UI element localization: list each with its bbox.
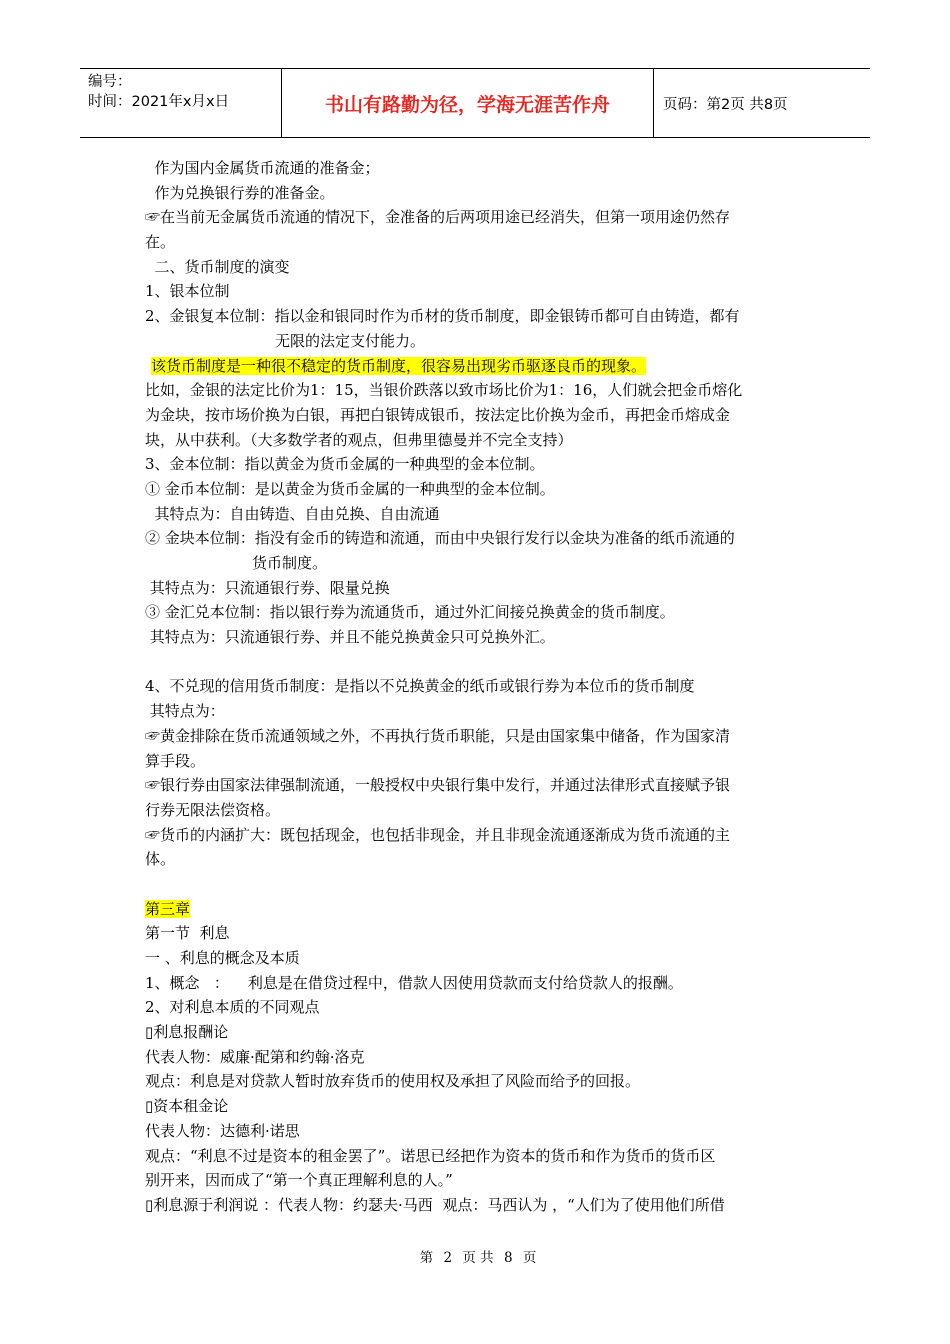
line-text: 1、银本位制 — [145, 282, 230, 301]
line-text: ☞货币的内涵扩大：既包括现金，也包括非现金，并且非现金流通逐渐成为货币流通的主 — [145, 825, 731, 844]
text-line — [145, 354, 810, 379]
line-text: 代表人物：威廉·配第和约翰·洛克 — [145, 1047, 365, 1066]
text-line — [145, 526, 810, 551]
line-text: 观点：利息是对贷款人暂时放弃货币的使用权及承担了风险而给予的回报。 — [145, 1072, 641, 1091]
line-text: 二、货币制度的演变 — [145, 257, 290, 276]
line-text: 代表人物：达德利·诺思 — [145, 1121, 300, 1140]
text-line — [145, 1144, 810, 1169]
text-line — [145, 921, 810, 946]
text-line — [145, 1168, 810, 1193]
text-line — [145, 329, 810, 354]
text-line — [145, 897, 810, 922]
header-date-label: 时间：2021年x月x日 — [88, 94, 230, 110]
line-text: 无限的法定支付能力。 — [275, 331, 426, 350]
text-line — [145, 823, 810, 848]
text-line — [145, 674, 810, 699]
line-text: 行券无限法偿资格。 — [145, 800, 281, 819]
line-text: 2、金银复本位制：指以金和银同时作为币材的货币制度，即金银铸币都可自由铸造，都有 — [145, 307, 740, 326]
footer-pre: 第 — [419, 1250, 434, 1266]
line-text: ☞在当前无金属货币流通的情况下，金准备的后两项用途已经消失，但第一项用途仍然存 — [145, 208, 731, 227]
text-line — [145, 1045, 810, 1070]
text-line — [145, 1119, 810, 1144]
line-text: ☞银行券由国家法律强制流通，一般授权中央银行集中发行，并通过法律形式直接赋予银 — [145, 776, 731, 795]
text-line — [145, 946, 810, 971]
text-line — [145, 477, 810, 502]
text-line — [145, 1193, 810, 1218]
page-header — [80, 68, 870, 138]
line-text: 其特点为：只流通银行券、限量兑换 — [145, 578, 390, 597]
text-line — [145, 625, 810, 650]
text-line — [145, 600, 810, 625]
line-text: 观点：“利息不过是资本的租金罢了”。诺思已经把作为资本的货币和作为货币的货币区 — [145, 1146, 716, 1165]
page-footer — [0, 1246, 950, 1266]
text-line — [145, 304, 810, 329]
line-text: 其特点为： — [145, 702, 225, 721]
line-text: 3、金本位制：指以黄金为货币金属的一种典型的金本位制。 — [145, 455, 545, 474]
text-line — [145, 551, 810, 576]
line-text: 作为国内金属货币流通的准备金； — [145, 159, 380, 177]
line-text: 4、不兑现的信用货币制度：是指以不兑换黄金的纸币或银行券为本位币的货币制度 — [145, 677, 695, 696]
line-text: 算手段。 — [145, 751, 206, 770]
text-line — [145, 1069, 810, 1094]
highlighted-text: 该货币制度是一种很不稳定的货币制度，很容易出现劣币驱逐良币的现象。 — [151, 356, 647, 375]
text-line — [145, 971, 810, 996]
line-text: 2、对利息本质的不同观点 — [145, 998, 320, 1017]
line-text: ▯资本租金论 — [145, 1097, 229, 1116]
footer-page-number: 2 — [443, 1250, 453, 1266]
footer-mid: 页 共 — [462, 1250, 494, 1266]
line-text: 其特点为：只流通银行券、并且不能兑换黄金只可兑换外汇。 — [145, 628, 555, 647]
line-text: 1、概念 ： 利息是在借贷过程中，借款人因使用贷款而支付给贷款人的报酬。 — [145, 973, 683, 992]
line-text: 在。 — [145, 233, 176, 252]
line-text: 一 、利息的概念及本质 — [145, 949, 300, 967]
text-line — [145, 378, 810, 403]
text-line — [145, 255, 810, 280]
text-line — [145, 1094, 810, 1119]
header-page-cell — [654, 69, 870, 137]
text-line — [145, 279, 810, 304]
line-text: 货币制度。 — [252, 554, 328, 572]
text-line — [145, 650, 810, 675]
header-code-label: 编号： — [88, 74, 132, 90]
text-line — [145, 847, 810, 872]
text-line — [145, 181, 810, 206]
text-line — [145, 428, 810, 453]
line-text: 别开来，因而成了“第一个真正理解利息的人。” — [145, 1171, 453, 1190]
line-text: ③ 金汇兑本位制：指以银行券为流通货币，通过外汇间接兑换黄金的货币制度。 — [145, 603, 675, 622]
line-text: 作为兑换银行券的准备金。 — [145, 183, 335, 202]
footer-post: 页 — [522, 1250, 537, 1266]
text-line — [145, 502, 810, 527]
text-line — [145, 699, 810, 724]
line-text: ▯利息源于利润说 ：代表人物：约瑟夫·马西 观点：马西认为 ，“人们为了使用他们所借 — [145, 1195, 725, 1214]
text-line — [145, 798, 810, 823]
text-line — [145, 230, 810, 255]
header-page-label: 页码：第2页 共8页 — [663, 96, 788, 113]
line-text: 其特点为：自由铸造、自由兑换、自由流通 — [145, 504, 440, 523]
text-line — [145, 749, 810, 774]
text-line — [145, 156, 810, 181]
line-text: ☞黄金排除在货币流通领域之外，不再执行货币职能，只是由国家集中储备，作为国家清 — [145, 726, 731, 745]
document-body — [145, 156, 810, 1218]
text-line — [145, 724, 810, 749]
line-text: 第一节 利息 — [145, 924, 230, 943]
text-line — [145, 205, 810, 230]
header-info-cell — [80, 69, 282, 137]
line-text: ② 金块本位制：指没有金币的铸造和流通，而由中央银行发行以金块为准备的纸币流通的 — [145, 529, 735, 548]
text-line — [145, 576, 810, 601]
line-text: 块，从中获利。（大多数学者的观点，但弗里德曼并不完全支持） — [145, 430, 573, 449]
footer-total-pages: 8 — [503, 1250, 513, 1266]
text-line — [145, 452, 810, 477]
line-text: ▯利息报酬论 — [145, 1023, 229, 1042]
text-line — [145, 773, 810, 798]
text-line — [145, 403, 810, 428]
header-motto: 书山有路勤为径，学海无涯苦作舟 — [324, 93, 610, 116]
text-line — [145, 1020, 810, 1045]
line-text: 为金块，按市场价换为白银，再把白银铸成银币，按法定比价换为金币，再把金币熔成金 — [145, 405, 731, 424]
text-line — [145, 872, 810, 897]
highlighted-text: 第三章 — [145, 899, 191, 918]
line-text: 比如，金银的法定比价为1：15，当银价跌落以致市场比价为1：16，人们就会把金币熔化 — [145, 381, 743, 400]
line-text: 体。 — [145, 850, 176, 869]
header-motto-cell — [282, 69, 654, 137]
text-line — [145, 995, 810, 1020]
line-text: ① 金币本位制：是以黄金为货币金属的一种典型的金本位制。 — [145, 479, 555, 498]
